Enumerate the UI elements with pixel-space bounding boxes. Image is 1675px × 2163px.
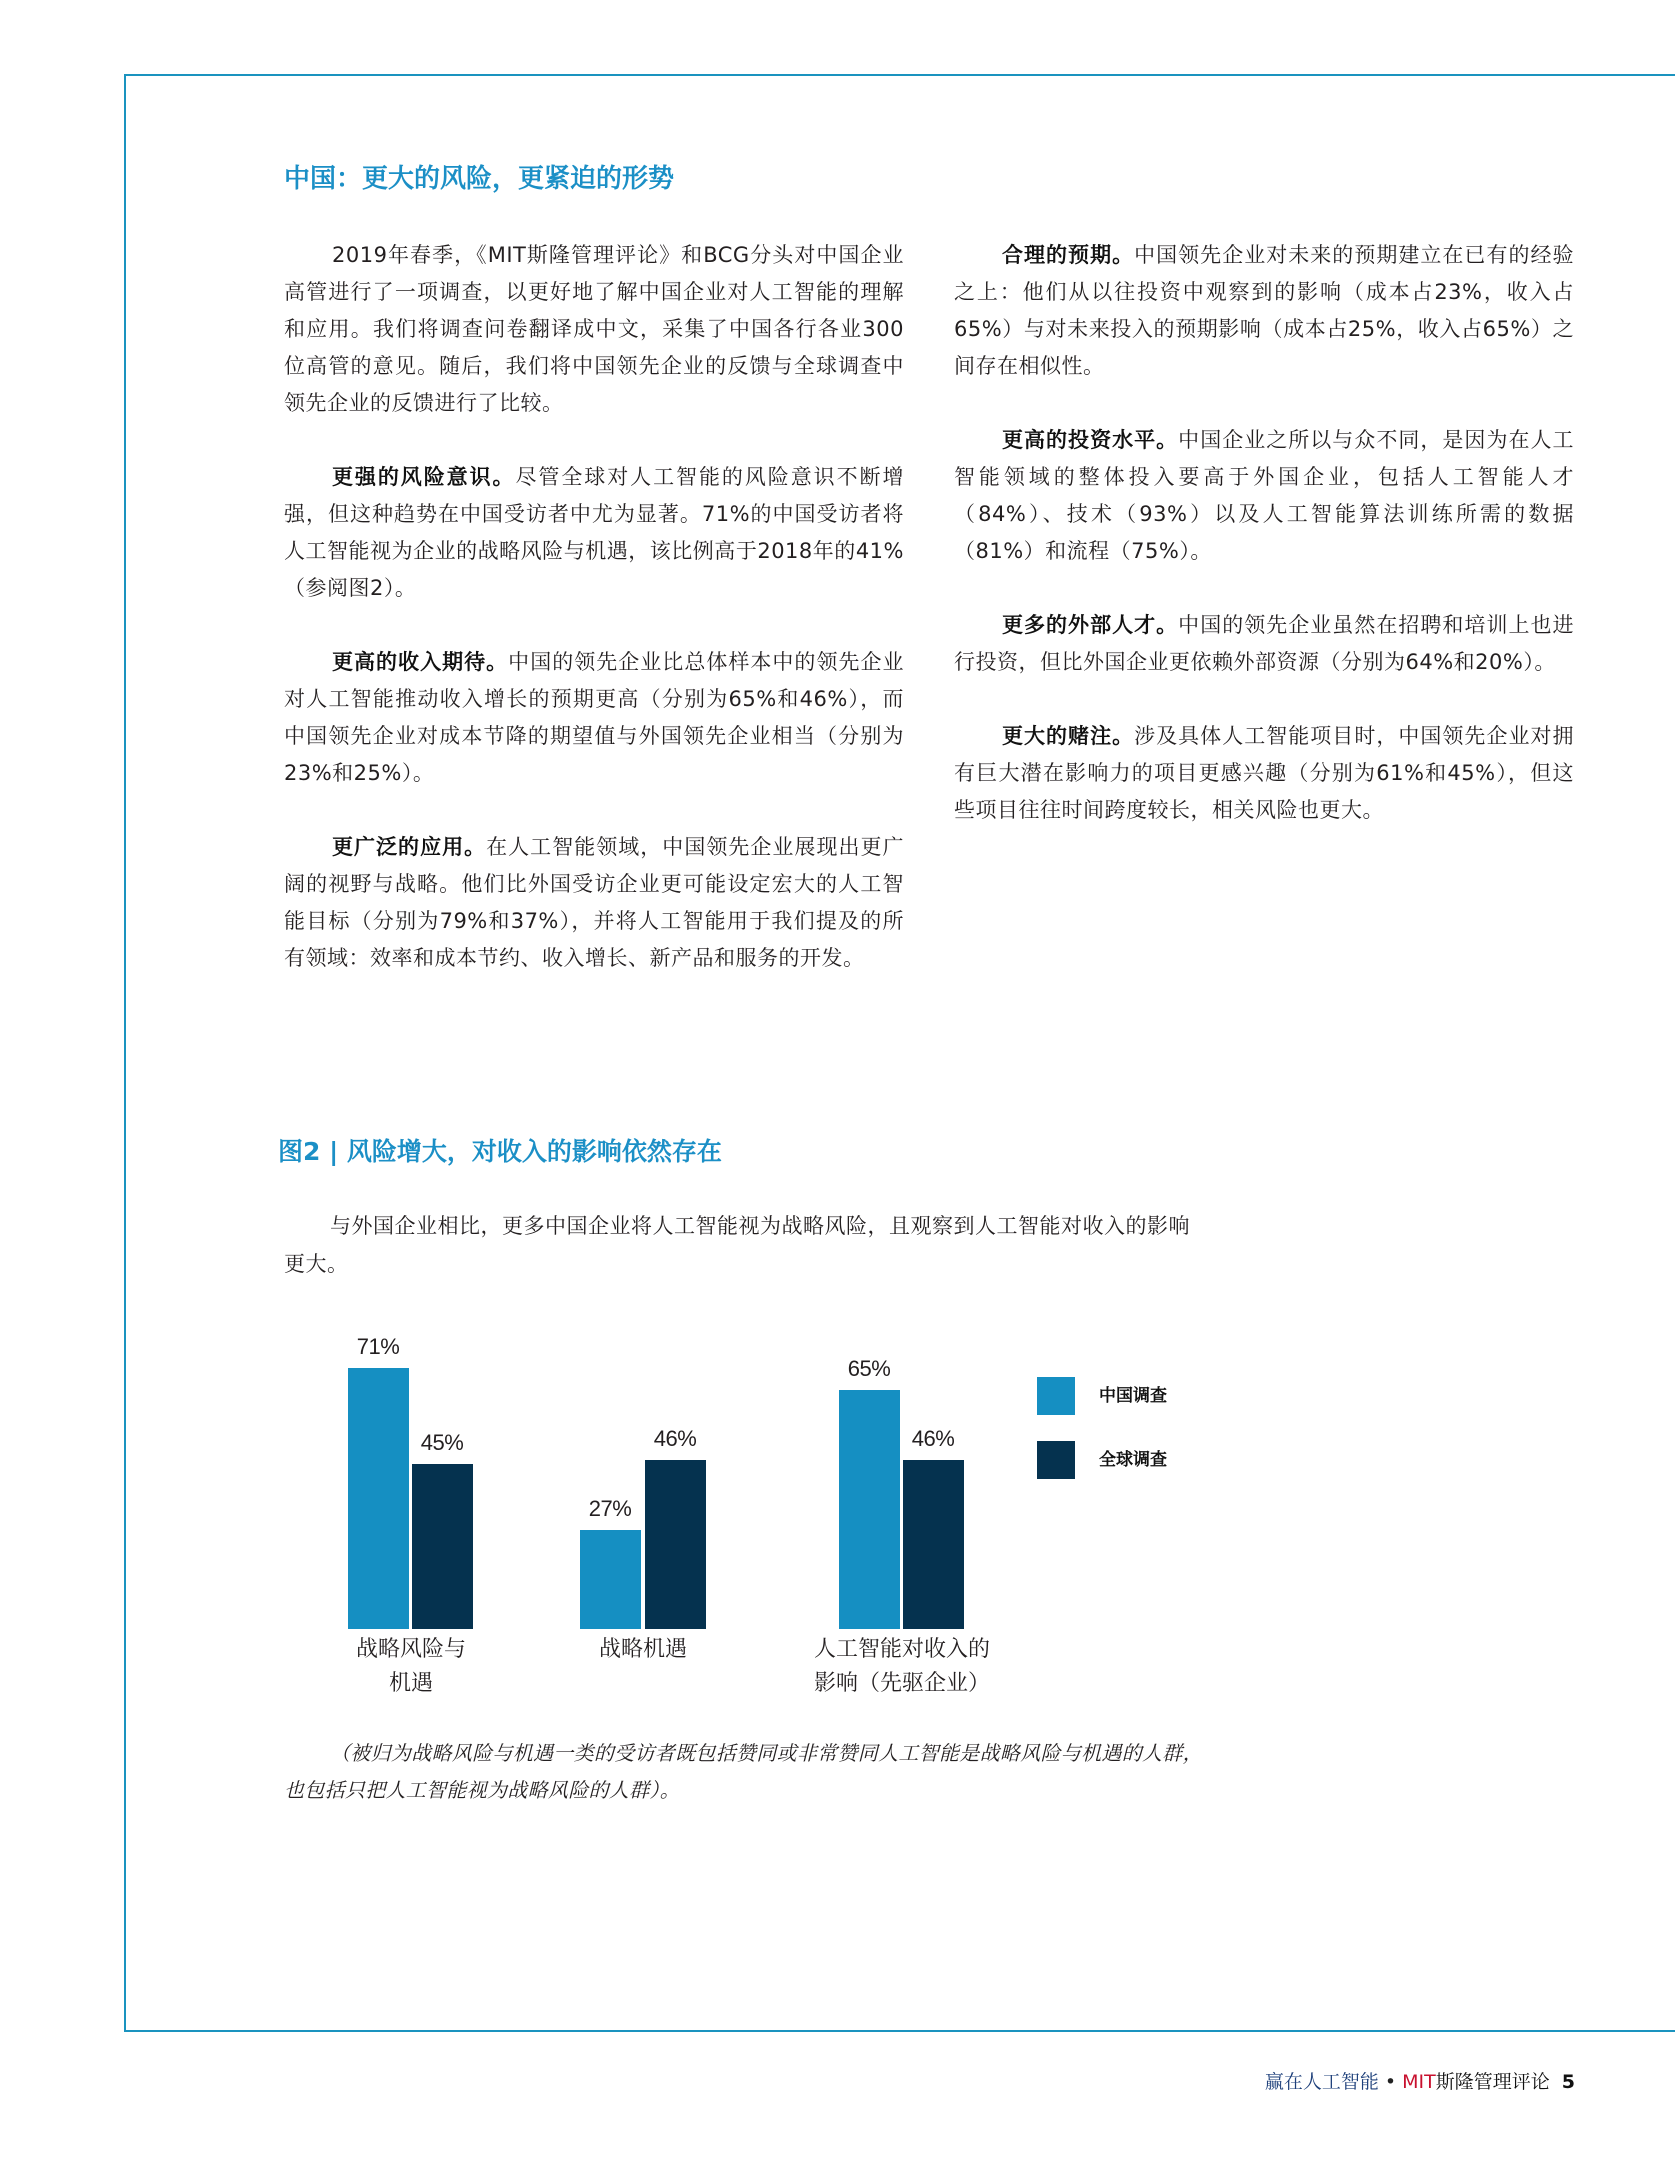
- category-label-line: 人工智能对收入的: [813, 1637, 990, 1662]
- paragraph-revenue-expectation: [284, 644, 904, 792]
- paragraph-reasonable-expectation: [954, 237, 1574, 385]
- paragraph-text: 在人工智能领域，中国领先企业展现出更广阔的视野与战略。他们比外国受访企业更可能设定宏大的人工智能目标（分别为79%和37%），并将人工智能用于我们提及的所有领域：效率和成本节约、收入增长、新产品和服务的开发。: [284, 835, 904, 970]
- page-number: 5: [1561, 2071, 1575, 2093]
- bar-global-strategic-opportunity: [645, 1460, 706, 1629]
- category-label-revenue-impact: [792, 1633, 1012, 1701]
- footer-series-title: 赢在人工智能: [1264, 2071, 1379, 2093]
- bar-value-label: 65%: [847, 1356, 891, 1381]
- figure-caption: 与外国企业相比，更多中国企业将人工智能视为战略风险，且观察到人工智能对收入的影响更大。: [284, 1214, 1190, 1276]
- figure-title: 图2 | 风险增大，对收入的影响依然存在: [278, 1137, 722, 1166]
- category-label-strategic-risk-opportunity: [301, 1633, 521, 1701]
- bar-china-revenue-impact: [839, 1390, 900, 1629]
- paragraph-text: 2019年春季，《MIT斯隆管理评论》和BCG分头对中国企业高管进行了一项调查，以更好地了解中国企业对人工智能的理解和应用。我们将调查问卷翻译成中文，采集了中国各行各业300位高管的意见。随后，我们将中国领先企业的反馈与全球调查中领先企业的反馈进行了比较。: [284, 243, 904, 415]
- bar-value-label: 45%: [420, 1430, 464, 1455]
- category-label-strategic-opportunity: [533, 1633, 753, 1667]
- paragraph-text: 尽管全球对人工智能的风险意识不断增强，但这种趋势在中国受访者中尤为显著。71%的中国受访者将人工智能视为企业的战略风险与机遇，该比例高于2018年的41%（参阅图2）。: [284, 465, 904, 600]
- paragraph-intro: [284, 237, 904, 422]
- paragraph-text: 中国的领先企业比总体样本中的领先企业对人工智能推动收入增长的预期更高（分别为65%和46%），而中国领先企业对成本节降的期望值与外国领先企业相当（分别为23%和25%）。: [284, 650, 905, 785]
- paragraph-investment-level: [954, 422, 1574, 570]
- left-column: [284, 237, 904, 1014]
- bar-value-label: 71%: [356, 1334, 400, 1359]
- bar-china-strategic-opportunity: [580, 1530, 641, 1629]
- legend-label-china: 中国调查: [1099, 1386, 1167, 1406]
- section-title: 中国：更大的风险，更紧迫的形势: [284, 164, 675, 194]
- page-footer: [1265, 2068, 1575, 2096]
- paragraph-lead: 更高的投资水平。: [1002, 428, 1179, 452]
- paragraph-lead: 更强的风险意识。: [332, 465, 516, 489]
- paragraph-bigger-bets: [954, 718, 1574, 829]
- paragraph-text: 涉及具体人工智能项目时，中国领先企业对拥有巨大潜在影响力的项目更感兴趣（分别为61%和45%），但这些项目往往时间跨度较长，相关风险也更大。: [954, 724, 1575, 822]
- paragraph-text: 中国领先企业对未来的预期建立在已有的经验之上：他们从以往投资中观察到的影响（成本占23%，收入占65%）与对未来投入的预期影响（成本占25%，收入占65%）之间存在相似性。: [954, 243, 1575, 378]
- frame-border-left: [124, 74, 126, 2032]
- figure-note: （被归为战略风险与机遇一类的受访者既包括赞同或非常赞同人工智能是战略风险与机遇的人群，也包括只把人工智能视为战略风险的人群）。: [284, 1741, 1203, 1802]
- bar-global-strategic-risk-opportunity: [412, 1464, 473, 1629]
- paragraph-lead: 更高的收入期待。: [332, 650, 509, 674]
- category-label-line: 机遇: [388, 1671, 433, 1696]
- bar-value-label: 46%: [653, 1426, 697, 1451]
- footer-separator: •: [1384, 2071, 1397, 2093]
- paragraph-lead: 更广泛的应用。: [332, 835, 487, 859]
- footer-mit: MIT: [1402, 2071, 1436, 2093]
- category-label-line: 影响（先驱企业）: [813, 1671, 990, 1696]
- bar-value-label: 27%: [588, 1496, 632, 1521]
- legend-swatch-global: [1037, 1441, 1075, 1479]
- category-label-line: 战略机遇: [598, 1637, 687, 1662]
- paragraph-external-talent: [954, 607, 1574, 681]
- paragraph-text: 中国的领先企业虽然在招聘和培训上也进行投资，但比外国企业更依赖外部资源（分别为64%和20%）。: [954, 613, 1575, 674]
- right-column: [954, 237, 1574, 866]
- bar-value-label: 46%: [911, 1426, 955, 1451]
- bar-china-strategic-risk-opportunity: [348, 1368, 409, 1629]
- legend-label-global: 全球调查: [1099, 1450, 1167, 1470]
- bar-global-revenue-impact: [903, 1460, 964, 1629]
- legend-swatch-china: [1037, 1377, 1075, 1415]
- paragraph-lead: 合理的预期。: [1002, 243, 1135, 267]
- paragraph-lead: 更多的外部人才。: [1002, 613, 1179, 637]
- frame-border-bottom: [124, 2030, 1675, 2032]
- paragraph-lead: 更大的赌注。: [1002, 724, 1135, 748]
- paragraph-risk-awareness: [284, 459, 904, 607]
- paragraph-broader-application: [284, 829, 904, 977]
- frame-border-top: [124, 74, 1675, 76]
- paragraph-text: 中国企业之所以与众不同，是因为在人工智能领域的整体投入要高于外国企业，包括人工智能人才（84%）、技术（93%）以及人工智能算法训练所需的数据（81%）和流程（75%）。: [954, 428, 1575, 563]
- footer-publication: 斯隆管理评论: [1435, 2071, 1550, 2093]
- category-label-line: 战略风险与: [355, 1637, 466, 1662]
